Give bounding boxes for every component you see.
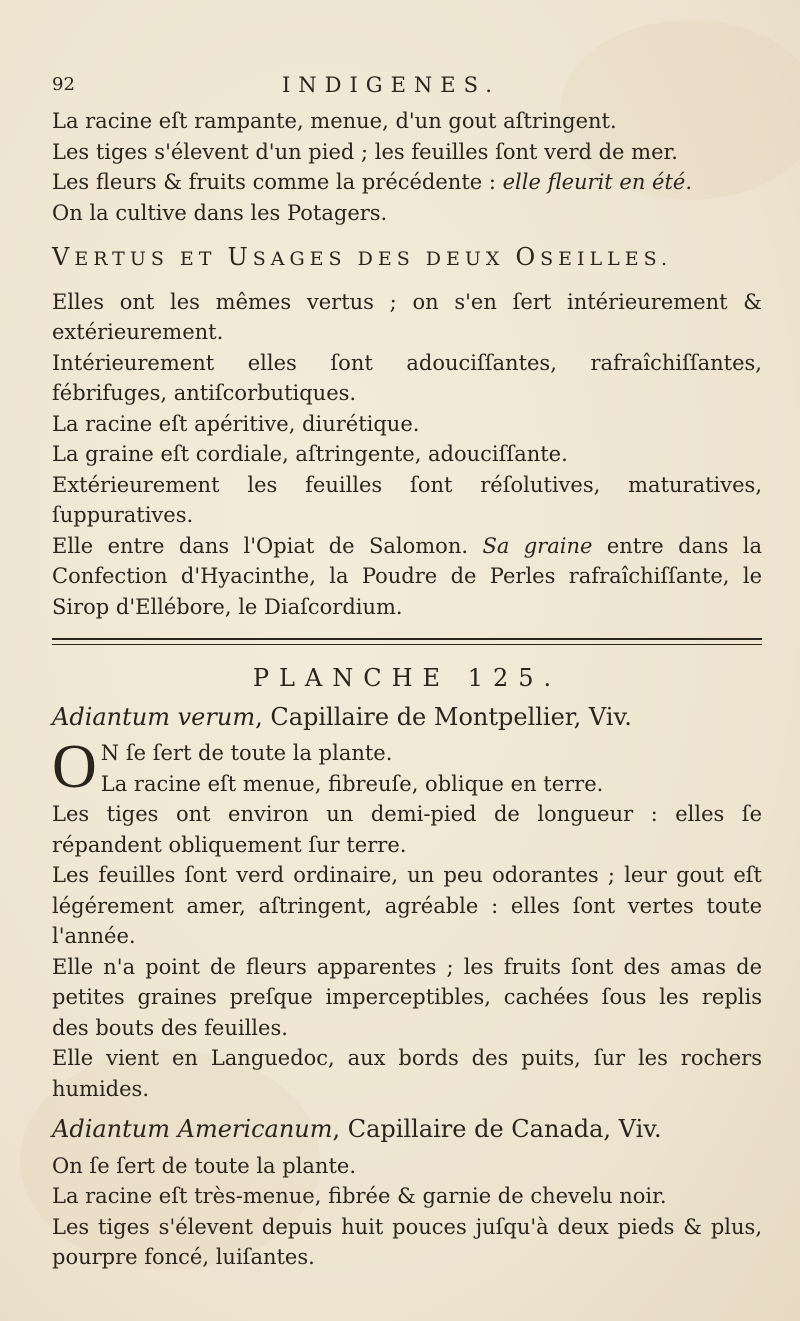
- paragraph: La graine eſt cordiale, aſtringente, adouciſſante.: [52, 442, 568, 466]
- italic-text: elle fleurit en été.: [502, 170, 693, 194]
- page-number: 92: [52, 74, 75, 95]
- paragraph: La racine eſt menue, fibreuſe, oblique en terre.: [100, 771, 604, 796]
- paragraph: N ſe ſert de toute la plante.: [100, 741, 393, 765]
- paragraph: Les feuilles ſont verd ordinaire, un peu odorantes ; leur gout eſt légérement amer, aſtringent, agréable : elles ſont vertes toute l'année.: [52, 863, 762, 948]
- entry-heading: [52, 702, 762, 733]
- paragraph: On la cultive dans les Potagers.: [52, 200, 388, 225]
- paragraph-with-dropcap: [52, 738, 762, 799]
- page-text: [52, 70, 762, 1273]
- paragraph: Elle vient en Languedoc, aux bords des puits, ſur les rochers humides.: [52, 1046, 762, 1101]
- running-title: INDIGENES.: [282, 73, 500, 97]
- paragraph: Les tiges s'élevent d'un pied ; les feuilles ſont verd de mer.: [52, 139, 678, 164]
- paragraph: Les tiges s'élevent depuis huit pouces juſqu'à deux pieds & plus, pourpre foncé, luiſantes.: [52, 1214, 762, 1269]
- latin-name: Adiantum Americanum: [52, 1115, 333, 1143]
- common-name: , Capillaire de Canada, Viv.: [332, 1115, 662, 1143]
- paragraph: La racine eſt très-menue, fibrée & garnie de chevelu noir.: [52, 1184, 667, 1208]
- paragraph: Extérieurement les feuilles ſont réſolutives, maturatives, ſuppuratives.: [52, 472, 762, 527]
- latin-name: Adiantum verum: [52, 702, 256, 731]
- paragraph: Elle entre dans l'Opiat de Salomon. Sa graine entre dans la Confection d'Hyacinthe, la Poudre de Perles rafraîchiſſante, le Sirop d'Ellébore, le Diaſcordium.: [52, 533, 762, 619]
- paragraph: La racine eſt apéritive, diurétique.: [52, 411, 420, 436]
- page-header: [52, 70, 762, 102]
- paragraph: La racine eſt rampante, menue, d'un gout aſtringent.: [52, 109, 617, 133]
- common-name: , Capillaire de Montpellier, Viv.: [255, 702, 632, 731]
- paragraph: On ſe ſert de toute la plante.: [52, 1153, 356, 1178]
- paragraph: Les tiges ont environ un demi-pied de longueur : elles ſe répandent obliquement ſur terre.: [52, 802, 762, 857]
- paragraph-text: Les fleurs & fruits comme la précédente :: [52, 170, 503, 194]
- section-title: VERTUS ET USAGES DES DEUX OSEILLES.: [52, 243, 672, 271]
- italic-text: Sa graine: [482, 533, 593, 558]
- paragraph: [52, 167, 762, 198]
- entry-heading: [52, 1114, 762, 1145]
- paragraph: Elles ont les mêmes vertus ; on s'en ſert intérieurement & extérieurement.: [52, 289, 762, 344]
- horizontal-rule: [52, 638, 762, 645]
- paragraph: Intérieurement elles ſont adouciſſantes, rafraîchiſſantes, fébrifuges, antiſcorbutiques.: [52, 350, 762, 405]
- drop-cap: O: [52, 738, 97, 799]
- paragraph: Elle n'a point de fleurs apparentes ; les fruits ſont des amas de petites graines preſque imperceptibles, cachées ſous les replis des bouts des feuilles.: [52, 954, 762, 1040]
- plate-heading: PLANCHE 125.: [252, 664, 562, 692]
